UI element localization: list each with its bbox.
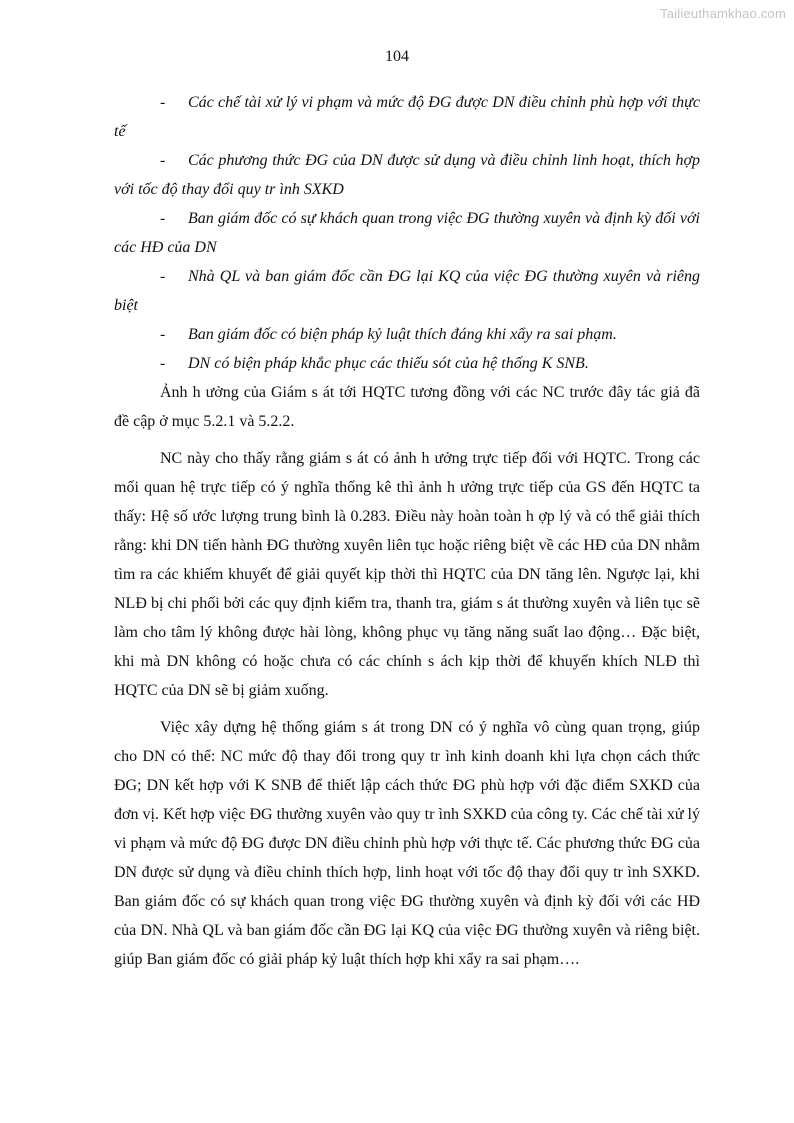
body-paragraph: Việc xây dựng hệ thống giám s át trong DN có ý nghĩa vô cùng quan trọng, giúp cho DN có thể: NC mức độ thay đổi trong quy tr ình kinh doanh khi lựa chọn cách thức ĐG; DN kết hợp với K SNB để thiết lập cách thức ĐG phù hợp với đặc điểm SXKD của đơn vị. Kết hợp việc ĐG thường xuyên vào quy tr ình SXKD của công ty. Các chế tài xử lý vi phạm và mức độ ĐG được DN điều chỉnh phù hợp với thực tế. Các phương thức ĐG của DN được sử dụng và điều chỉnh thích hợp, linh hoạt với tốc độ thay đổi quy tr ình SXKD. Ban giám đốc có sự khách quan trong việc ĐG thường xuyên và định kỳ đối với các HĐ của DN. Nhà QL và ban giám đốc cần ĐG lại KQ của việc ĐG thường xuyên và riêng biệt. giúp Ban giám đốc có giải pháp kỷ luật thích hợp khi xẩy ra sai phạm…. (114, 719, 700, 968)
body-paragraph: Ảnh h ưởng của Giám s át tới HQTC tương đồng với các NC trước đây tác giả đã đề cập ở mục 5.2.1 và 5.2.2. (114, 384, 700, 430)
bullet-dash: - (160, 94, 166, 111)
bullet-item (114, 349, 700, 378)
bullet-text: Các chế tài xử lý vi phạm và mức độ ĐG được DN điều chỉnh phù hợp với thực tế (114, 94, 700, 140)
bullet-text: DN có biện pháp khắc phục các thiếu sót của hệ thống K SNB. (188, 355, 589, 372)
bullet-item (114, 146, 700, 204)
bullet-item (114, 262, 700, 320)
bullet-text: Ban giám đốc có biện pháp kỷ luật thích đáng khi xẩy ra sai phạm. (188, 326, 617, 343)
bullet-dash: - (160, 268, 166, 285)
bullet-item (114, 88, 700, 146)
bullet-dash: - (160, 355, 166, 372)
body-paragraph: NC này cho thấy rằng giám s át có ảnh h ưởng trực tiếp đối với HQTC. Trong các mối quan hệ trực tiếp có ý nghĩa thống kê thì ảnh h ưởng trực tiếp của GS đến HQTC ta thấy: Hệ số ước lượng trung bình là 0.283. Điều này hoàn toàn h ợp lý và có thể giải thích rằng: khi DN tiến hành ĐG thường xuyên liên tục hoặc riêng biệt về các HĐ của DN nhằm tìm ra các khiếm khuyết để giải quyết kịp thời thì HQTC của DN tăng lên. Ngược lại, khi NLĐ bị chi phối bởi các quy định kiểm tra, thanh tra, giám s át thường xuyên và liên tục sẽ làm cho tâm lý không được hài lòng, không phục vụ tăng năng suất lao động… Đặc biệt, khi mà DN không có hoặc chưa có các chính s ách kịp thời để khuyến khích NLĐ thì HQTC của DN sẽ bị giảm xuống. (114, 450, 700, 699)
bullet-text: Nhà QL và ban giám đốc cần ĐG lại KQ của việc ĐG thường xuyên và riêng biệt (114, 268, 700, 314)
bullet-text: Các phương thức ĐG của DN được sử dụng và điều chỉnh linh hoạt, thích hợp với tốc độ thay đổi quy tr ình SXKD (114, 152, 700, 198)
bullet-dash: - (160, 152, 166, 169)
bullet-item (114, 320, 700, 349)
bullet-item (114, 204, 700, 262)
page-number: 104 (385, 48, 409, 65)
document-body (114, 88, 700, 974)
bullet-dash: - (160, 326, 166, 343)
bullet-dash: - (160, 210, 166, 227)
bullet-text: Ban giám đốc có sự khách quan trong việc ĐG thường xuyên và định kỳ đối với các HĐ của DN (114, 210, 700, 256)
watermark-text: Tailieuthamkhao.com (660, 6, 786, 21)
